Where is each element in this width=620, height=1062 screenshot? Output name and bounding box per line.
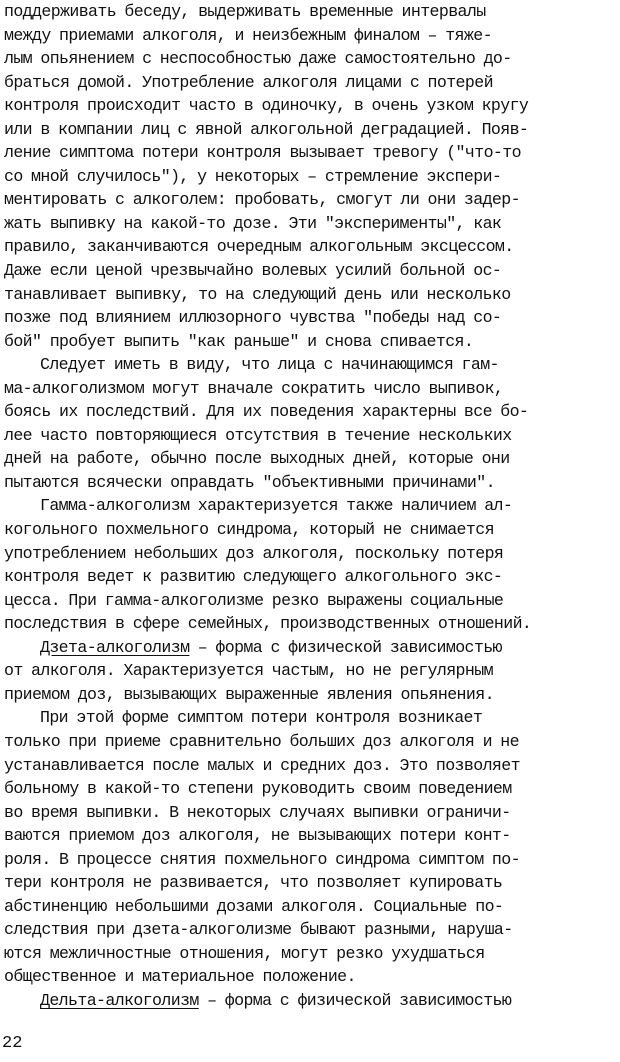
line-text: только при приеме сравнительно больших доз алкоголя и не [4,731,519,751]
line-text: роля. В процессе снятия похмельного синдрома симптом по- [4,849,520,869]
page-number: 22 [2,1034,23,1053]
line-text: жать выпивку на какой-то дозе. Эти "эксперименты", как [4,213,502,233]
line-text: тери контроля не развивается, что позволяет купировать [4,873,503,893]
line-text: абстиненцию небольшими дозами алкоголя. Социальные по- [4,896,504,916]
line-text: ментировать с алкоголем: пробовать, смогут ли они задер- [4,190,520,210]
text-line [4,824,616,848]
text-line [4,306,616,330]
text-line [4,754,616,778]
line-text: от алкоголя. Характеризуется частым, но не регулярным [4,661,493,681]
line-text: общественное и материальное положение. [4,967,356,987]
line-text: цесса. При гамма-алкоголизме резко выражены социальные [4,590,504,610]
line-text: При этой форме симптом потери контроля возникает [40,708,483,728]
text-line [4,565,616,589]
line-text: во время выпивки. В некоторых случаях выпивки ограничи- [4,802,511,822]
text-line [4,71,616,95]
text-line [4,353,616,377]
text-line [4,330,616,354]
text-line [4,989,616,1013]
text-line [4,965,616,989]
text-line [4,730,616,754]
line-text: ваются приемом доз алкоголя, не вызывающих потери конт- [4,826,511,846]
text-line [4,848,616,872]
body-text [4,0,616,1013]
line-text: приемом доз, вызывающих выраженные явления опьянения. [4,684,494,704]
text-line [4,612,616,636]
text-line [4,259,616,283]
text-line [4,542,616,566]
text-line [4,400,616,424]
line-text: когольного похмельного синдрома, который не снимается [4,520,494,540]
line-text: Гамма-алкоголизм характеризуется также наличием ал- [40,496,513,516]
line-text: ление симптома потери контроля вызывает тревогу ("что-то [4,143,521,163]
line-text: правило, заканчиваются очередным алкогольным эксцессом. [4,237,514,257]
text-line [4,188,616,212]
line-text: браться домой. Употребление алкоголя лицами с потерей [4,72,493,92]
line-text: употреблением небольших доз алкоголя, поскольку потеря [4,543,504,563]
text-line [4,118,616,142]
line-text: со мной случилось"), у некоторых – стремление экспери- [4,166,502,186]
line-text: ются межличностные отношения, могут резко ухудшаться [4,943,485,963]
text-line [4,24,616,48]
text-line [4,235,616,259]
text-line [4,706,616,730]
text-line [4,47,616,71]
line-text: – форма с физической зависимостью [189,637,502,657]
text-line [4,636,616,660]
line-text: следствия при дзета-алкоголизме бывают разными, наруша- [4,920,513,940]
text-line [4,471,616,495]
line-text: между приемами алкоголя, и неизбежным финалом – тяже- [4,25,492,45]
line-text: или в компании лиц с явной алкогольной деградацией. Появ- [4,119,529,139]
line-text: контроля происходит часто в одиночку, в очень узком кругу [4,96,529,116]
text-line [4,895,616,919]
text-line [4,659,616,683]
text-line [4,377,616,401]
text-line [4,447,616,471]
term-heading: Дельта-алкоголизм [40,990,199,1010]
line-text: – форма с физической зависимостью [198,990,512,1010]
text-line [4,589,616,613]
text-line [4,918,616,942]
line-text: Даже если ценой чрезвычайно волевых усилий больной ос- [4,261,502,281]
line-text: лее часто повторяющиеся отсутствия в течение нескольких [4,425,512,445]
text-line [4,165,616,189]
line-text: дней на работе, обычно после выходных дней, которые они [4,449,510,469]
text-line [4,683,616,707]
text-line [4,94,616,118]
text-line [4,212,616,236]
line-text: последствия в сфере семейных, производственных отношений. [4,614,532,634]
text-line [4,777,616,801]
line-text: поддерживать беседу, выдерживать временные интервалы [4,2,486,21]
line-text: пытаются всячески оправдать "объективными причинами". [4,472,495,492]
line-text: боясь их последствий. Для их поведения характерны все бо- [4,402,529,422]
text-line [4,801,616,825]
text-line [4,424,616,448]
term-heading: Дзета-алкоголизм [40,637,190,657]
line-text: позже под влиянием иллюзорного чувства "победы над со- [4,308,502,328]
text-line [4,942,616,966]
line-text: бой" пробует выпить "как раньше" и снова спивается. [4,331,474,351]
line-text: танавливает выпивку, то на следующий день или несколько [4,284,511,304]
line-text: контроля ведет к развитию следующего алкогольного экс- [4,567,503,587]
text-line [4,0,616,24]
line-text: Следует иметь в виду, что лица с начинающимся гам- [40,355,499,375]
line-text: больному в какой-то степени руководить своим поведением [4,779,512,799]
text-line [4,141,616,165]
line-text: устанавливается после малых и средних доз. Это позволяет [4,755,520,775]
text-line [4,283,616,307]
text-line [4,871,616,895]
line-text: лым опьянением с неспособностью даже самостоятельно до- [4,49,512,69]
line-text: ма-алкоголизмом могут вначале сократить число выпивок, [4,378,504,398]
text-line [4,518,616,542]
text-line [4,494,616,518]
